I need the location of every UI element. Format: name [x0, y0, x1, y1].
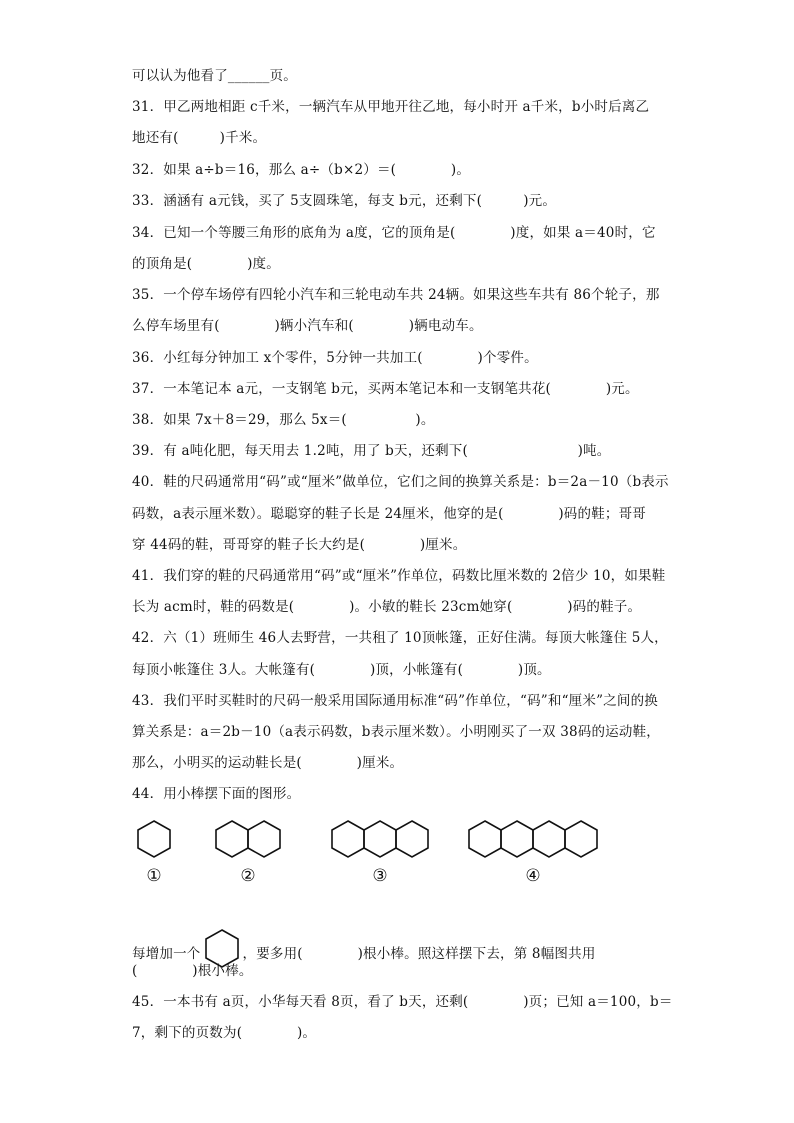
question-41-line-2: 长为 acm时，鞋的码数是( )。小敏的鞋长 23cm她穿( )码的鞋子。: [132, 599, 642, 615]
figure-4-hexagon-a: [469, 821, 501, 857]
question-44-prompt: 44．用小棒摆下面的图形。: [132, 786, 301, 802]
question-38: 38．如果 7x＋8＝29，那么 5x＝( )。: [132, 412, 435, 428]
hexagon-pattern-figures: [128, 815, 648, 895]
question-44-text-after: ，要多用( )根小棒。照这样摆下去，第 8幅图共用: [242, 946, 596, 962]
question-40-line-1: 40．鞋的尺码通常用“码”或“厘米”做单位，它们之间的换算关系是：b＝2a－10（b表示: [132, 474, 669, 490]
question-35-line-2: 么停车场里有( )辆小汽车和( )辆电动车。: [132, 318, 483, 334]
question-34-line-2: 的顶角是( )度。: [132, 256, 280, 272]
question-42-line-2: 每顶小帐篷住 3人。大帐篷有( )顶，小帐篷有( )顶。: [132, 662, 551, 678]
question-43-line-2: 算关系是：a＝2b－10（a表示码数，b表示厘米数）。小明刚买了一双 38码的运动鞋，: [132, 724, 660, 740]
question-44-text-before: 每增加一个: [132, 946, 201, 962]
figure-3-hexagon-c: [396, 821, 428, 857]
question-45-line-1: 45．一本书有 a页，小华每天看 8页，看了 b天，还剩( )页；已知 a＝100，b＝: [132, 994, 673, 1010]
question-33: 33．涵涵有 a元钱，买了 5支圆珠笔，每支 b元，还剩下( )元。: [132, 193, 557, 209]
question-40-line-2: 码数，a表示厘米数）。聪聪穿的鞋子长是 24厘米，他穿的是( )码的鞋；哥哥: [132, 506, 647, 522]
figure-4-hexagon-b: [501, 821, 533, 857]
figure-label-3: ③: [372, 866, 388, 886]
figure-2-hexagon-a: [216, 821, 248, 857]
question-40-line-3: 穿 44码的鞋，哥哥穿的鞋子长大约是( )厘米。: [132, 537, 467, 553]
figure-1-hexagon: [138, 821, 170, 857]
question-36: 36．小红每分钟加工 x个零件，5分钟一共加工( )个零件。: [132, 350, 538, 366]
question-34-line-1: 34．已知一个等腰三角形的底角为 a度，它的顶角是( )度，如果 a＝40时，它: [132, 225, 656, 241]
figure-label-4: ④: [525, 866, 541, 886]
question-35-line-1: 35．一个停车场停有四轮小汽车和三轮电动车共 24辆。如果这些车共有 86个轮子，那: [132, 287, 660, 303]
question-43-line-1: 43．我们平时买鞋时的尺码一般采用国际通用标准“码”作单位，“码”和“厘米”之间的换: [132, 693, 658, 709]
question-43-line-3: 那么，小明买的运动鞋长是( )厘米。: [132, 755, 404, 771]
question-45-line-2: 7，剩下的页数为( )。: [132, 1025, 317, 1041]
question-31-line-1: 31．甲乙两地相距 c千米，一辆汽车从甲地开往乙地，每小时开 a千米，b小时后离乙: [132, 99, 650, 115]
hexagon-figures-svg: [128, 815, 648, 895]
question-37: 37．一本笔记本 a元，一支钢笔 b元，买两本笔记本和一支钢笔共花( )元。: [132, 381, 639, 397]
figure-2-hexagon-b: [248, 821, 280, 857]
figure-label-1: ①: [146, 866, 162, 886]
question-30-tail: 可以认为他看了______页。: [132, 68, 297, 84]
question-41-line-1: 41．我们穿的鞋的尺码通常用“码”或“厘米”作单位，码数比厘米数的 2倍少 10，如果鞋: [132, 568, 666, 584]
figure-3-hexagon-b: [364, 821, 396, 857]
figure-4-hexagon-d: [565, 821, 597, 857]
question-44-line-3: ( )根小棒。: [132, 963, 253, 979]
figure-3-hexagon-a: [332, 821, 364, 857]
figure-label-2: ②: [240, 866, 256, 886]
figure-4-hexagon-c: [533, 821, 565, 857]
question-39: 39．有 a吨化肥，每天用去 1.2吨，用了 b天，还剩下( )吨。: [132, 443, 611, 459]
question-42-line-1: 42．六（1）班师生 46人去野营，一共租了 10顶帐篷，正好住满。每顶大帐篷住 5人，: [132, 630, 668, 646]
question-32: 32．如果 a÷b＝16，那么 a÷（b×2）＝( )。: [132, 162, 471, 178]
question-31-line-2: 地还有( )千米。: [132, 130, 267, 146]
